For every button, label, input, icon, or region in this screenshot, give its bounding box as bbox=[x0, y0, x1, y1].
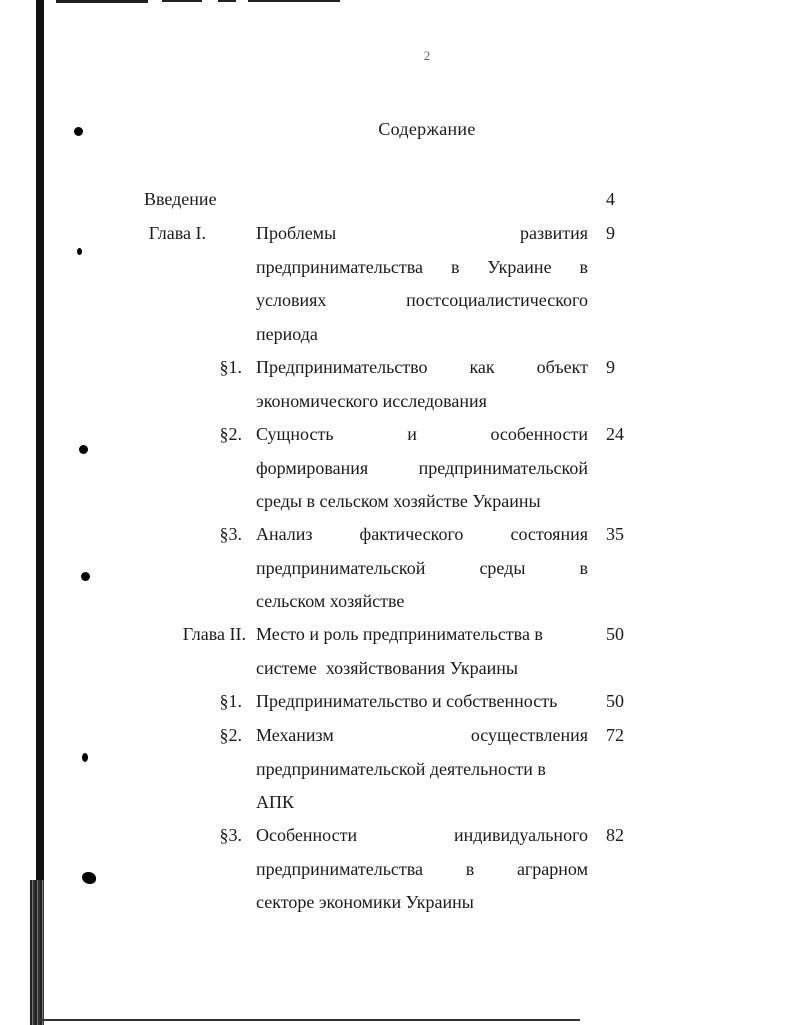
top-edge-line bbox=[56, 0, 148, 3]
toc-entry-label: Глава I. bbox=[148, 223, 206, 243]
toc-entry-text bbox=[256, 621, 543, 647]
toc-entry-text bbox=[256, 287, 588, 313]
toc-entry-word: условиях bbox=[256, 290, 327, 310]
punch-hole-mark bbox=[74, 127, 83, 136]
top-edge-line bbox=[162, 0, 202, 2]
toc-entry-text-line bbox=[0, 822, 794, 848]
toc-entry-word: особенности bbox=[490, 424, 588, 444]
toc-entry-text bbox=[256, 588, 404, 614]
toc-entry-text-line bbox=[0, 488, 794, 514]
toc-entry-text bbox=[256, 388, 487, 414]
toc-entry-text-line bbox=[0, 588, 794, 614]
toc-entry-word: Предпринимательство bbox=[256, 357, 428, 377]
toc-entry-word: предпринимательства bbox=[256, 858, 424, 879]
toc-entry-text-line bbox=[0, 889, 794, 915]
top-edge-line bbox=[248, 0, 340, 2]
toc-entry-word: состояния bbox=[510, 524, 588, 544]
toc-entry-word: осуществления bbox=[470, 725, 588, 745]
toc-entry-text bbox=[256, 655, 518, 681]
toc-entry-word: экономического исследования bbox=[256, 390, 487, 411]
toc-entry-text-line bbox=[0, 555, 794, 581]
toc-entry-text bbox=[256, 421, 588, 447]
toc-entry-text-line bbox=[0, 388, 794, 414]
toc-entry-label: §1. bbox=[219, 691, 242, 711]
toc-entry-word: сельском хозяйстве bbox=[256, 591, 405, 611]
toc-entry-text-line bbox=[0, 421, 794, 447]
toc-entry-word: предпринимательской деятельности в bbox=[256, 758, 546, 779]
toc-entry-text bbox=[256, 722, 588, 748]
toc-entry-word: Анализ bbox=[256, 524, 313, 544]
toc-entry-text bbox=[256, 822, 588, 848]
toc-entry-word: Проблемы bbox=[256, 223, 337, 243]
toc-entry-label: §1. bbox=[219, 357, 242, 377]
toc-entry-text-line bbox=[0, 321, 794, 347]
toc-entry-label: §2. bbox=[219, 424, 242, 444]
toc-entry-word: в bbox=[579, 557, 588, 578]
toc-entry-text bbox=[256, 220, 588, 246]
toc-entry-text-line bbox=[0, 688, 794, 714]
toc-entry-word: аграрном bbox=[516, 858, 588, 879]
toc-entry-text bbox=[256, 254, 588, 280]
toc-entry-text bbox=[256, 321, 318, 347]
toc-entry-word: среды bbox=[479, 557, 526, 578]
toc-entry-heading bbox=[0, 186, 794, 212]
toc-entry-page-number: 50 bbox=[606, 691, 624, 711]
toc-entry-label: §2. bbox=[219, 725, 242, 745]
toc-entry-text bbox=[256, 354, 588, 380]
toc-entry-label: Глава II. bbox=[182, 624, 246, 644]
toc-entry-text-line bbox=[0, 856, 794, 882]
toc-entry-text bbox=[256, 789, 294, 815]
toc-entry-text-line bbox=[0, 455, 794, 481]
toc-entry-text-line bbox=[0, 789, 794, 815]
toc-entry-word: и bbox=[407, 424, 417, 444]
toc-entry-label: §3. bbox=[219, 825, 242, 845]
toc-entry-word: развития bbox=[519, 223, 588, 243]
toc-entry-word: Украине bbox=[487, 256, 552, 277]
toc-entry-page-number: 9 bbox=[606, 223, 615, 243]
toc-entry-word: в bbox=[465, 858, 475, 879]
toc-entry-word: АПК bbox=[256, 792, 295, 812]
toc-entry-text bbox=[256, 688, 557, 714]
top-edge-line bbox=[218, 0, 236, 2]
toc-entry-word: среды в сельском хозяйстве Украины bbox=[256, 491, 541, 511]
toc-entry-text-line bbox=[0, 655, 794, 681]
toc-entry-text bbox=[256, 521, 588, 547]
toc-entry-page-number: 50 bbox=[606, 624, 624, 644]
toc-entry-page-number: 9 bbox=[606, 357, 615, 377]
toc-entry-text-line bbox=[0, 354, 794, 380]
toc-entry-label: Введение bbox=[144, 189, 217, 209]
toc-entry-text-line bbox=[0, 254, 794, 280]
toc-entry-text-line bbox=[0, 220, 794, 246]
toc-entry-text bbox=[256, 756, 546, 782]
toc-entry-text bbox=[256, 555, 588, 581]
toc-entry-word: предпринимательства bbox=[256, 256, 424, 277]
toc-entry-word: индивидуального bbox=[453, 825, 588, 845]
toc-entry-word: Место и роль предпринимательства в bbox=[256, 624, 543, 644]
toc-entry-page-number: 4 bbox=[606, 189, 615, 209]
toc-entry-word: Сущность bbox=[256, 424, 334, 444]
bottom-edge-line bbox=[40, 1019, 580, 1021]
toc-entry-word: Механизм bbox=[256, 725, 334, 745]
toc-entry-word: предпринимательской bbox=[256, 557, 426, 578]
toc-entry-text-line bbox=[0, 621, 794, 647]
toc-entry-word: как bbox=[469, 357, 495, 377]
toc-entry-text-line bbox=[0, 521, 794, 547]
toc-entry-word: формирования bbox=[256, 457, 369, 478]
toc-entry-page-number: 24 bbox=[606, 424, 624, 444]
toc-entry-word: объект bbox=[536, 357, 588, 377]
toc-title: Содержание bbox=[378, 119, 476, 139]
toc-entry-text-line bbox=[0, 722, 794, 748]
toc-entry-page-number: 82 bbox=[606, 825, 624, 845]
toc-entry-text-line bbox=[0, 287, 794, 313]
toc-entry-word: предпринимательской bbox=[418, 457, 588, 478]
toc-entry-text bbox=[256, 488, 541, 514]
toc-entry-word: Особенности bbox=[256, 825, 358, 845]
toc-entry-text bbox=[256, 856, 588, 882]
toc-entry-text-line bbox=[0, 756, 794, 782]
toc-entry-word: системе хозяйствования Украины bbox=[256, 657, 518, 678]
toc-entry-word: фактического bbox=[359, 524, 464, 544]
toc-entry-text bbox=[256, 455, 588, 481]
toc-entry-word: секторе экономики Украины bbox=[256, 892, 474, 912]
toc-entry-word: в bbox=[579, 256, 588, 277]
toc-entry-word: в bbox=[450, 256, 460, 277]
toc-entry-text bbox=[256, 889, 474, 915]
toc-entry-page-number: 72 bbox=[606, 725, 624, 745]
toc-entry-word: периода bbox=[256, 323, 318, 344]
toc-entry-word: Предпринимательство и собственность bbox=[256, 691, 558, 711]
toc-entry-word: постсоциалистического bbox=[406, 290, 588, 310]
toc-entry-label: §3. bbox=[219, 524, 242, 544]
page-number: 2 bbox=[423, 48, 431, 63]
toc-entry-page-number: 35 bbox=[606, 524, 624, 544]
